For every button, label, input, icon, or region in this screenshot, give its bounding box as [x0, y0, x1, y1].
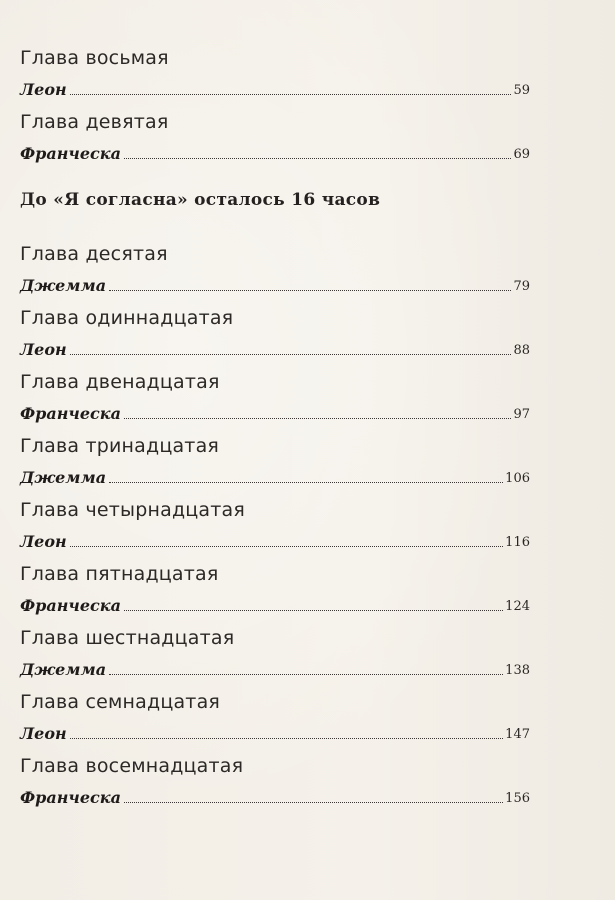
chapter-title: Глава восьмая [20, 47, 169, 69]
page-number: 106 [505, 471, 530, 486]
toc-entry [20, 690, 530, 754]
toc-entry [20, 498, 530, 562]
narrator-name: Джемма [20, 468, 107, 487]
dot-leader [109, 673, 503, 675]
dot-leader [70, 545, 504, 547]
chapter-title: Глава двенадцатая [20, 371, 220, 393]
dot-leader [70, 93, 512, 95]
toc-entry [20, 562, 530, 626]
dot-leader [109, 289, 511, 291]
toc-leader-line [20, 466, 530, 488]
chapter-title: Глава тринадцатая [20, 435, 220, 457]
page-number: 97 [513, 407, 530, 422]
page-number: 147 [505, 727, 530, 742]
narrator-name: Франческа [20, 788, 121, 807]
page-number: 124 [505, 599, 530, 614]
chapter-title: Глава девятая [20, 111, 169, 133]
dot-leader [124, 801, 503, 803]
narrator-name: Джемма [20, 276, 107, 295]
page-number: 59 [513, 83, 530, 98]
chapter-title: Глава одиннадцатая [20, 307, 234, 329]
toc-leader-line [20, 274, 530, 296]
toc-leader-line [20, 530, 530, 552]
toc-entry [20, 46, 530, 110]
narrator-name: Франческа [20, 144, 121, 163]
toc-leader-line [20, 142, 530, 164]
page-number: 69 [513, 147, 530, 162]
narrator-name: Леон [20, 532, 67, 551]
chapter-title: Глава семнадцатая [20, 691, 221, 713]
chapter-title: Глава восемнадцатая [20, 755, 244, 777]
page-number: 116 [505, 535, 530, 550]
narrator-name: Леон [20, 724, 67, 743]
chapter-title: Глава четырнадцатая [20, 499, 246, 521]
chapter-title: Глава шестнадцатая [20, 627, 235, 649]
dot-leader [70, 353, 512, 355]
toc-leader-line [20, 338, 530, 360]
toc-entry [20, 434, 530, 498]
narrator-name: Джемма [20, 660, 107, 679]
toc-entry [20, 370, 530, 434]
chapter-title: Глава пятнадцатая [20, 563, 219, 585]
narrator-name: Леон [20, 340, 67, 359]
table-of-contents [20, 46, 530, 818]
toc-leader-line [20, 658, 530, 680]
page-number: 138 [505, 663, 530, 678]
toc-entry [20, 626, 530, 690]
toc-entry [20, 754, 530, 818]
page-number: 156 [505, 791, 530, 806]
toc-leader-line [20, 78, 530, 100]
dot-leader [124, 609, 503, 611]
toc-entry [20, 242, 530, 306]
section-heading: До «Я согласна» осталось 16 часов [20, 190, 381, 210]
dot-leader [124, 417, 512, 419]
narrator-name: Франческа [20, 596, 121, 615]
toc-leader-line [20, 402, 530, 424]
page-number: 79 [513, 279, 530, 294]
page-number: 88 [513, 343, 530, 358]
narrator-name: Франческа [20, 404, 121, 423]
dot-leader [70, 737, 504, 739]
toc-leader-line [20, 786, 530, 808]
toc-leader-line [20, 594, 530, 616]
narrator-name: Леон [20, 80, 67, 99]
toc-entry [20, 306, 530, 370]
toc-leader-line [20, 722, 530, 744]
dot-leader [124, 157, 512, 159]
toc-entry [20, 110, 530, 174]
chapter-title: Глава десятая [20, 243, 168, 265]
dot-leader [109, 481, 503, 483]
